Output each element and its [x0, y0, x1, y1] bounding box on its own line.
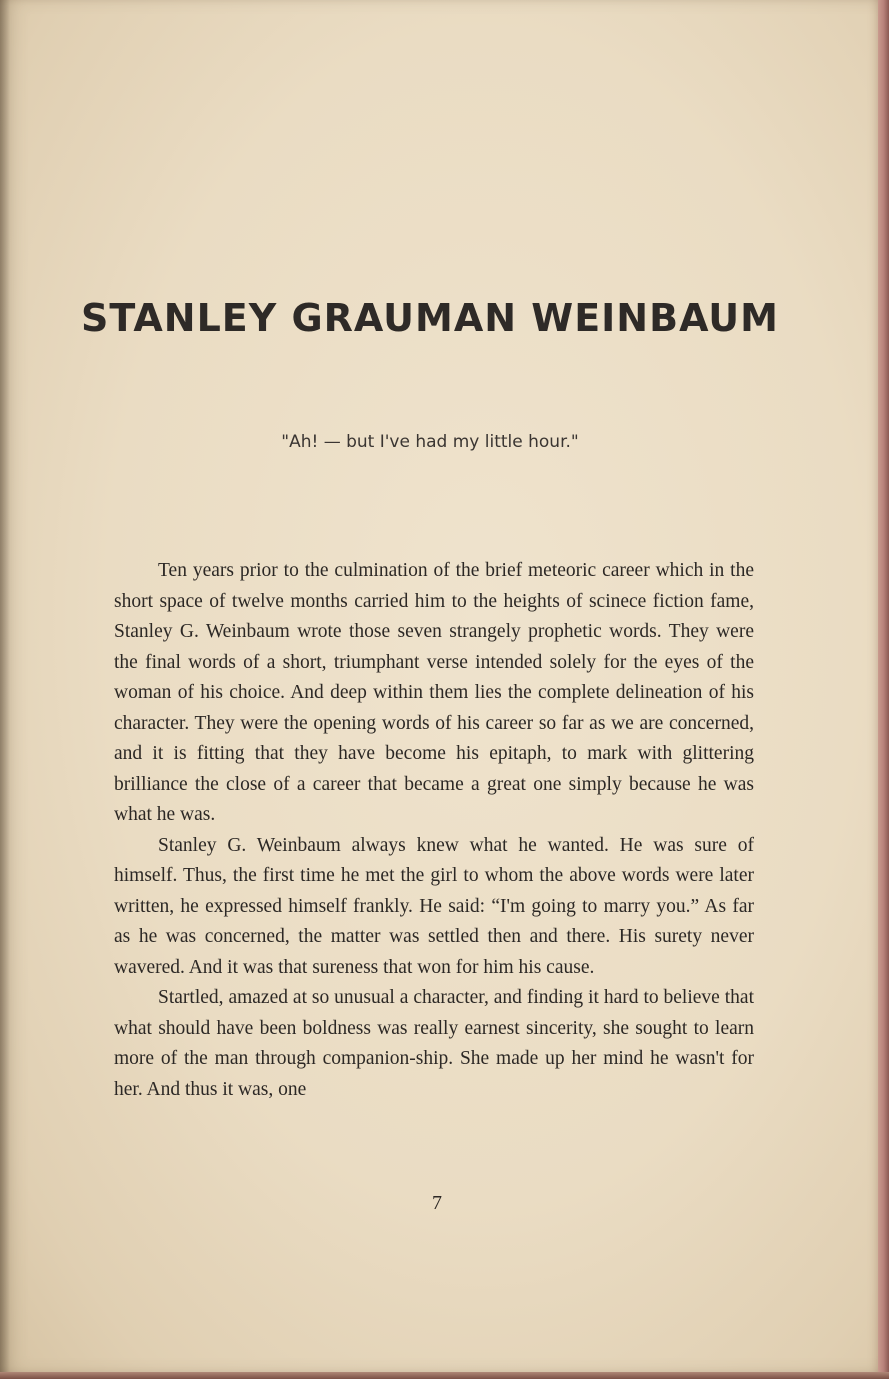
epigraph-quote: "Ah! — but I've had my little hour." — [281, 432, 579, 452]
paragraph-2: Stanley G. Weinbaum always knew what he wanted. He was sure of himself. Thus, the first time he met the girl to whom the above words were later written, he expressed himself frankly. He said: “I'm going to marry you.” As far as he was concerned, the matter was settled then and there. His surety never wavered. And it was that sureness that won for him his cause. — [114, 834, 754, 978]
paragraph-1: Ten years prior to the culmination of the brief meteoric career which in the short space of twelve months carried him to the heights of scinece fiction fame, Stanley G. Weinbaum wrote those seven strangely prophetic words. They were the final words of a short, triumphant verse intended solely for the eyes of the woman of his choice. And deep within them lies the complete delineation of his character. They were the opening words of his career so far as we are concerned, and it is fitting that they have become his epitaph, to mark with glittering brilliance the close of a career that became a great one simply because he was what he was. — [114, 560, 754, 825]
page-number: 7 — [432, 1192, 442, 1214]
page-edge-bottom — [0, 1372, 889, 1379]
chapter-title: STANLEY GRAUMAN WEINBAUM — [81, 296, 779, 340]
body-text — [114, 556, 754, 1105]
binding-shadow — [0, 0, 10, 1372]
page-edge-right — [878, 0, 889, 1379]
paragraph-3: Startled, amazed at so unusual a character, and finding it hard to believe that what should have been boldness was really earnest sincerity, she sought to learn more of the man through companion-ship. She made up her mind he wasn't for her. And thus it was, one — [114, 987, 754, 1100]
